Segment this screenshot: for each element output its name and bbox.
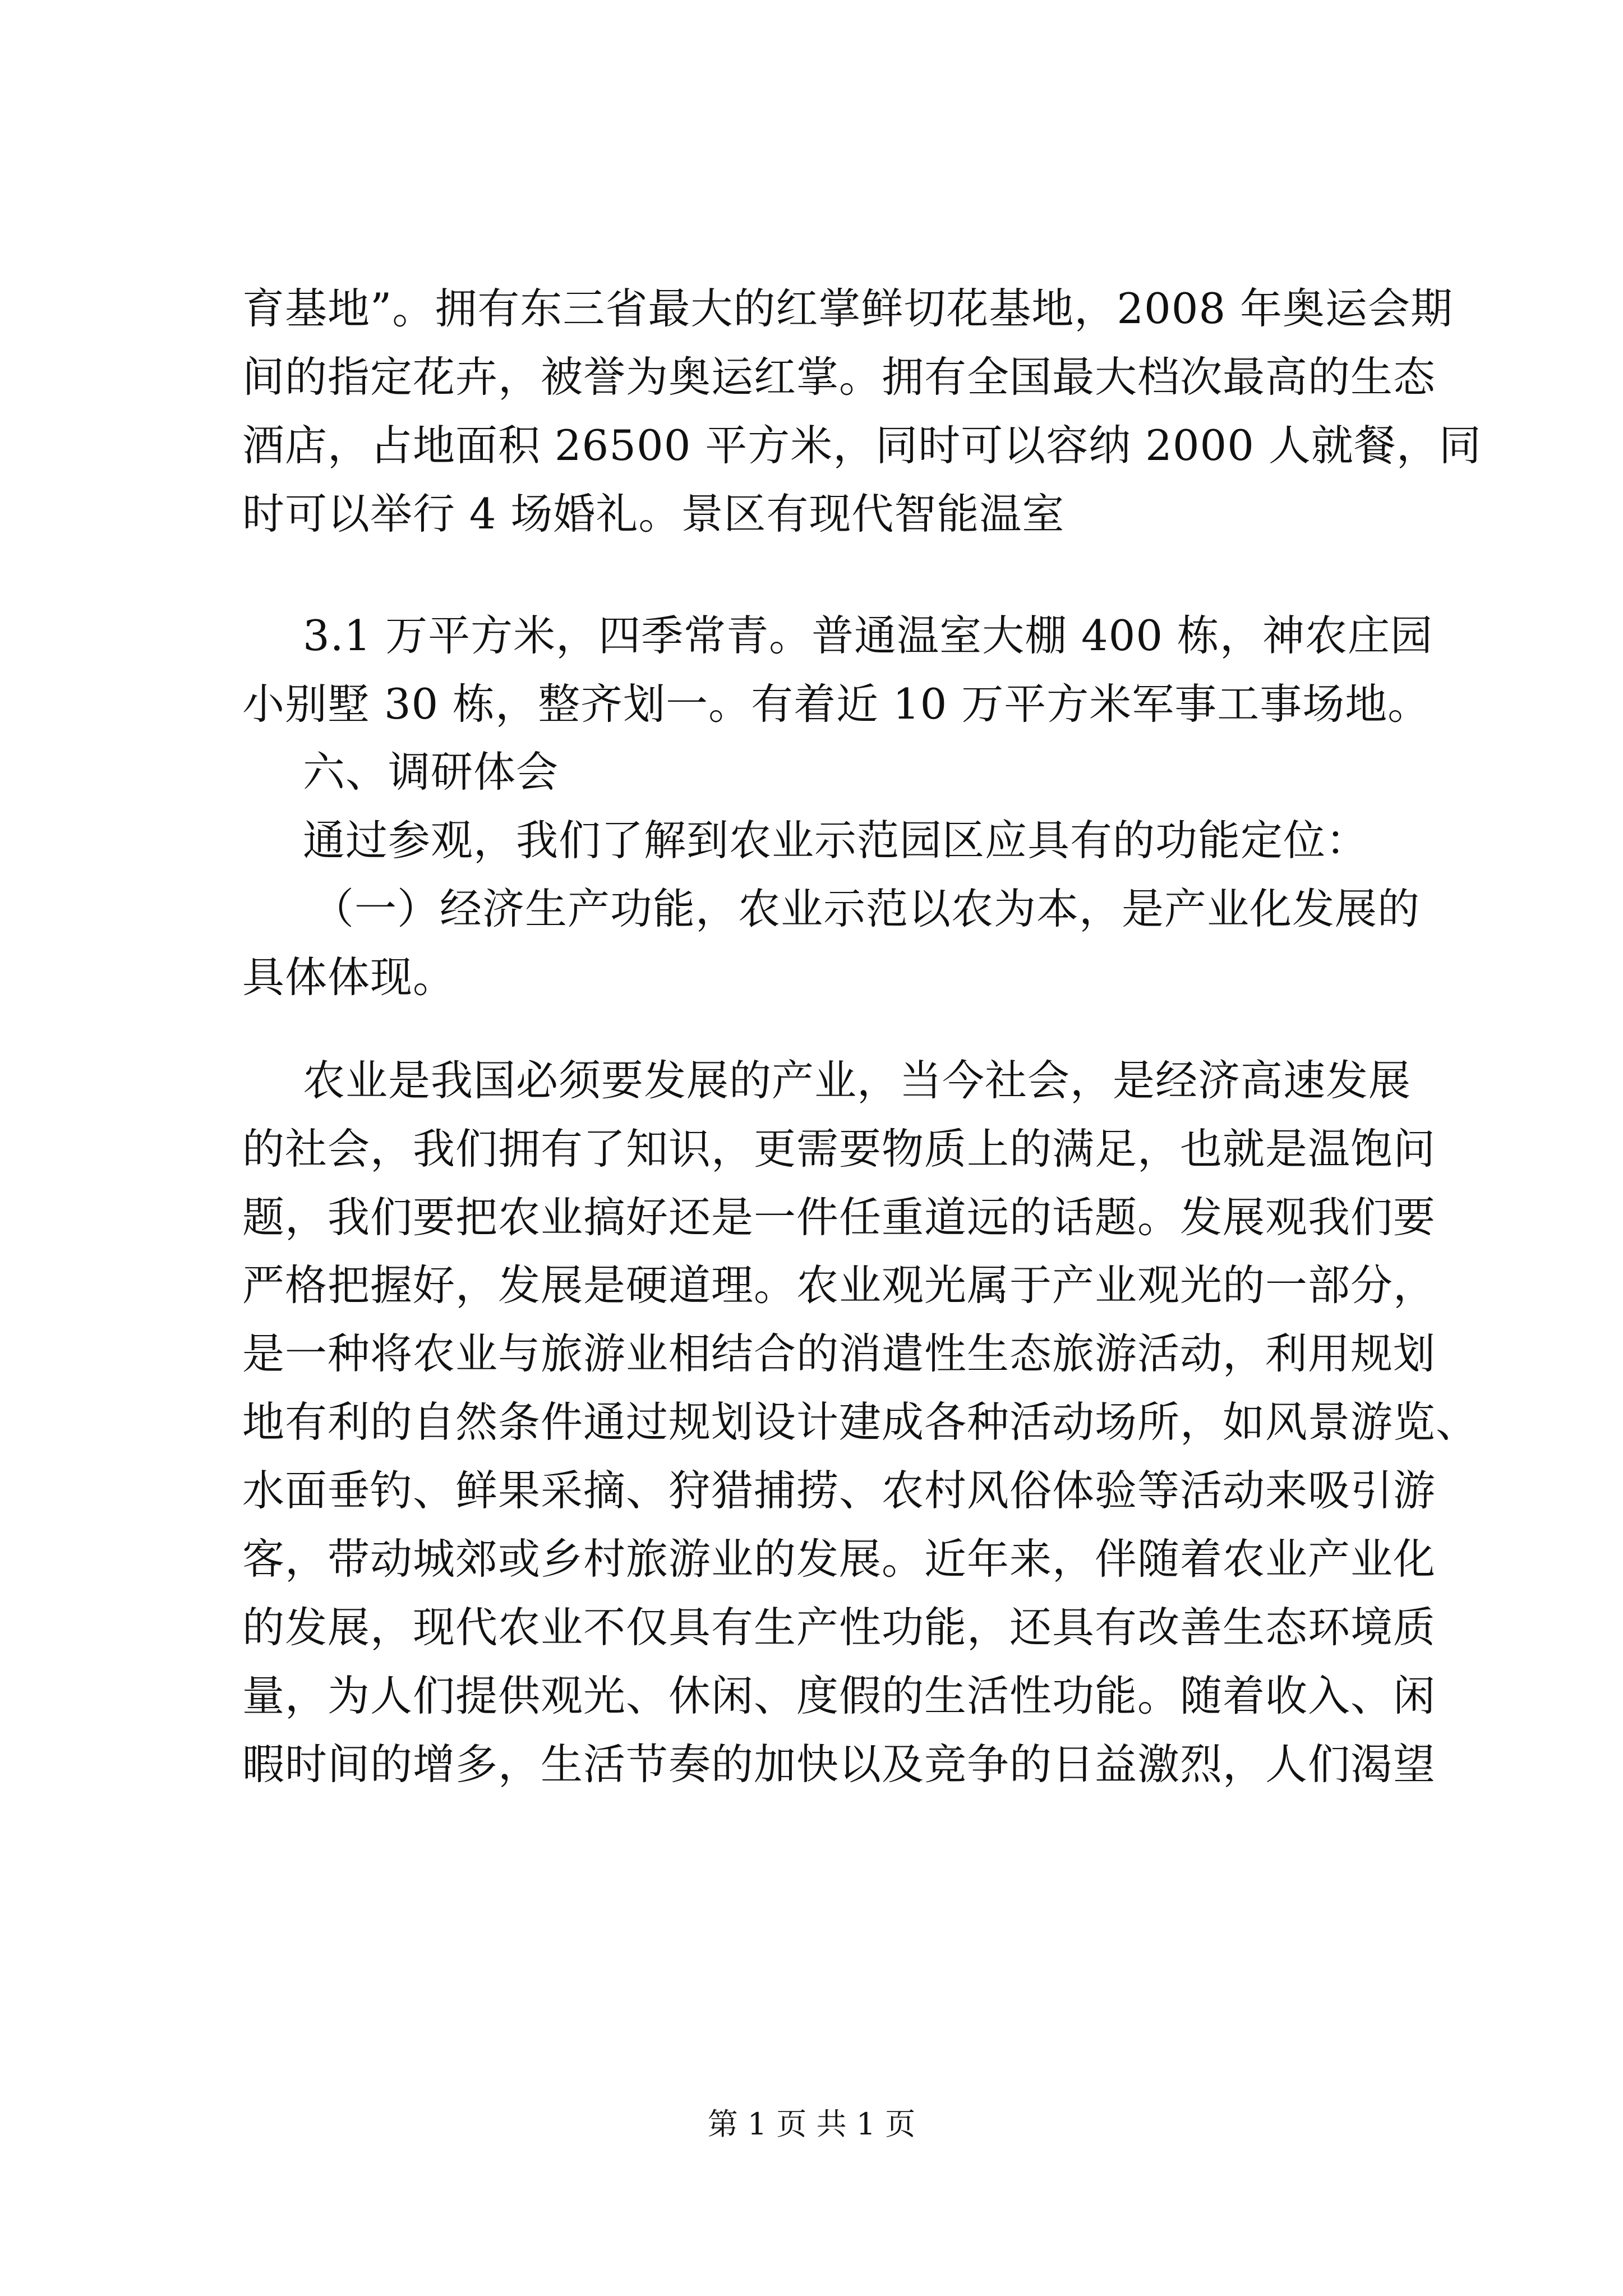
text-line: 水面垂钓、鲜果采摘、狩猎捕捞、农村风俗体验等活动来吸引游 bbox=[242, 1466, 1436, 1515]
text-line: 3.1 万平方米，四季常青。普通温室大棚 400 栋，神农庄园 bbox=[303, 611, 1433, 660]
text-line: 农业是我国必须要发展的产业，当今社会，是经济高速发展 bbox=[303, 1056, 1412, 1105]
text-line: 是一种将农业与旅游业相结合的消遣性生态旅游活动，利用规划 bbox=[242, 1329, 1436, 1378]
text-line: 育基地”。拥有东三省最大的红掌鲜切花基地，2008 年奥运会期 bbox=[242, 284, 1454, 333]
text-line: 通过参观，我们了解到农业示范园区应具有的功能定位： bbox=[303, 816, 1369, 865]
page-footer: 第 1 页 共 1 页 bbox=[707, 2106, 916, 2142]
text-line: 具体体现。 bbox=[242, 953, 456, 1002]
text-line: 的发展，现代农业不仅具有生产性功能，还具有改善生态环境质 bbox=[242, 1603, 1436, 1652]
section-heading: 六、调研体会 bbox=[303, 747, 559, 797]
text-line: 严格把握好，发展是硬道理。农业观光属于产业观光的一部分， bbox=[242, 1260, 1436, 1310]
text-line: 客，带动城郊或乡村旅游业的发展。近年来，伴随着农业产业化 bbox=[242, 1534, 1436, 1584]
text-line: 时可以举行 4 场婚礼。景区有现代智能温室 bbox=[242, 489, 1065, 539]
text-line: 的社会，我们拥有了知识，更需要物质上的满足，也就是温饱问 bbox=[242, 1124, 1436, 1174]
text-line: 量，为人们提供观光、休闲、度假的生活性功能。随着收入、闲 bbox=[242, 1671, 1436, 1720]
text-line: 间的指定花卉，被誉为奥运红掌。拥有全国最大档次最高的生态 bbox=[242, 352, 1436, 402]
text-line: （一）经济生产功能，农业示范以农为本，是产业化发展的 bbox=[312, 884, 1421, 933]
text-line: 暇时间的增多，生活节奏的加快以及竞争的日益激烈，人们渴望 bbox=[242, 1740, 1436, 1789]
text-line: 小别墅 30 栋，整齐划一。有着近 10 万平方米军事工事场地。 bbox=[242, 679, 1431, 729]
text-line: 地有利的自然条件通过规划设计建成各种活动场所，如风景游览、 bbox=[242, 1397, 1479, 1447]
text-line: 酒店，占地面积 26500 平方米，同时可以容纳 2000 人就餐，同 bbox=[242, 421, 1482, 470]
text-line: 题，我们要把农业搞好还是一件任重道远的话题。发展观我们要 bbox=[242, 1193, 1436, 1242]
